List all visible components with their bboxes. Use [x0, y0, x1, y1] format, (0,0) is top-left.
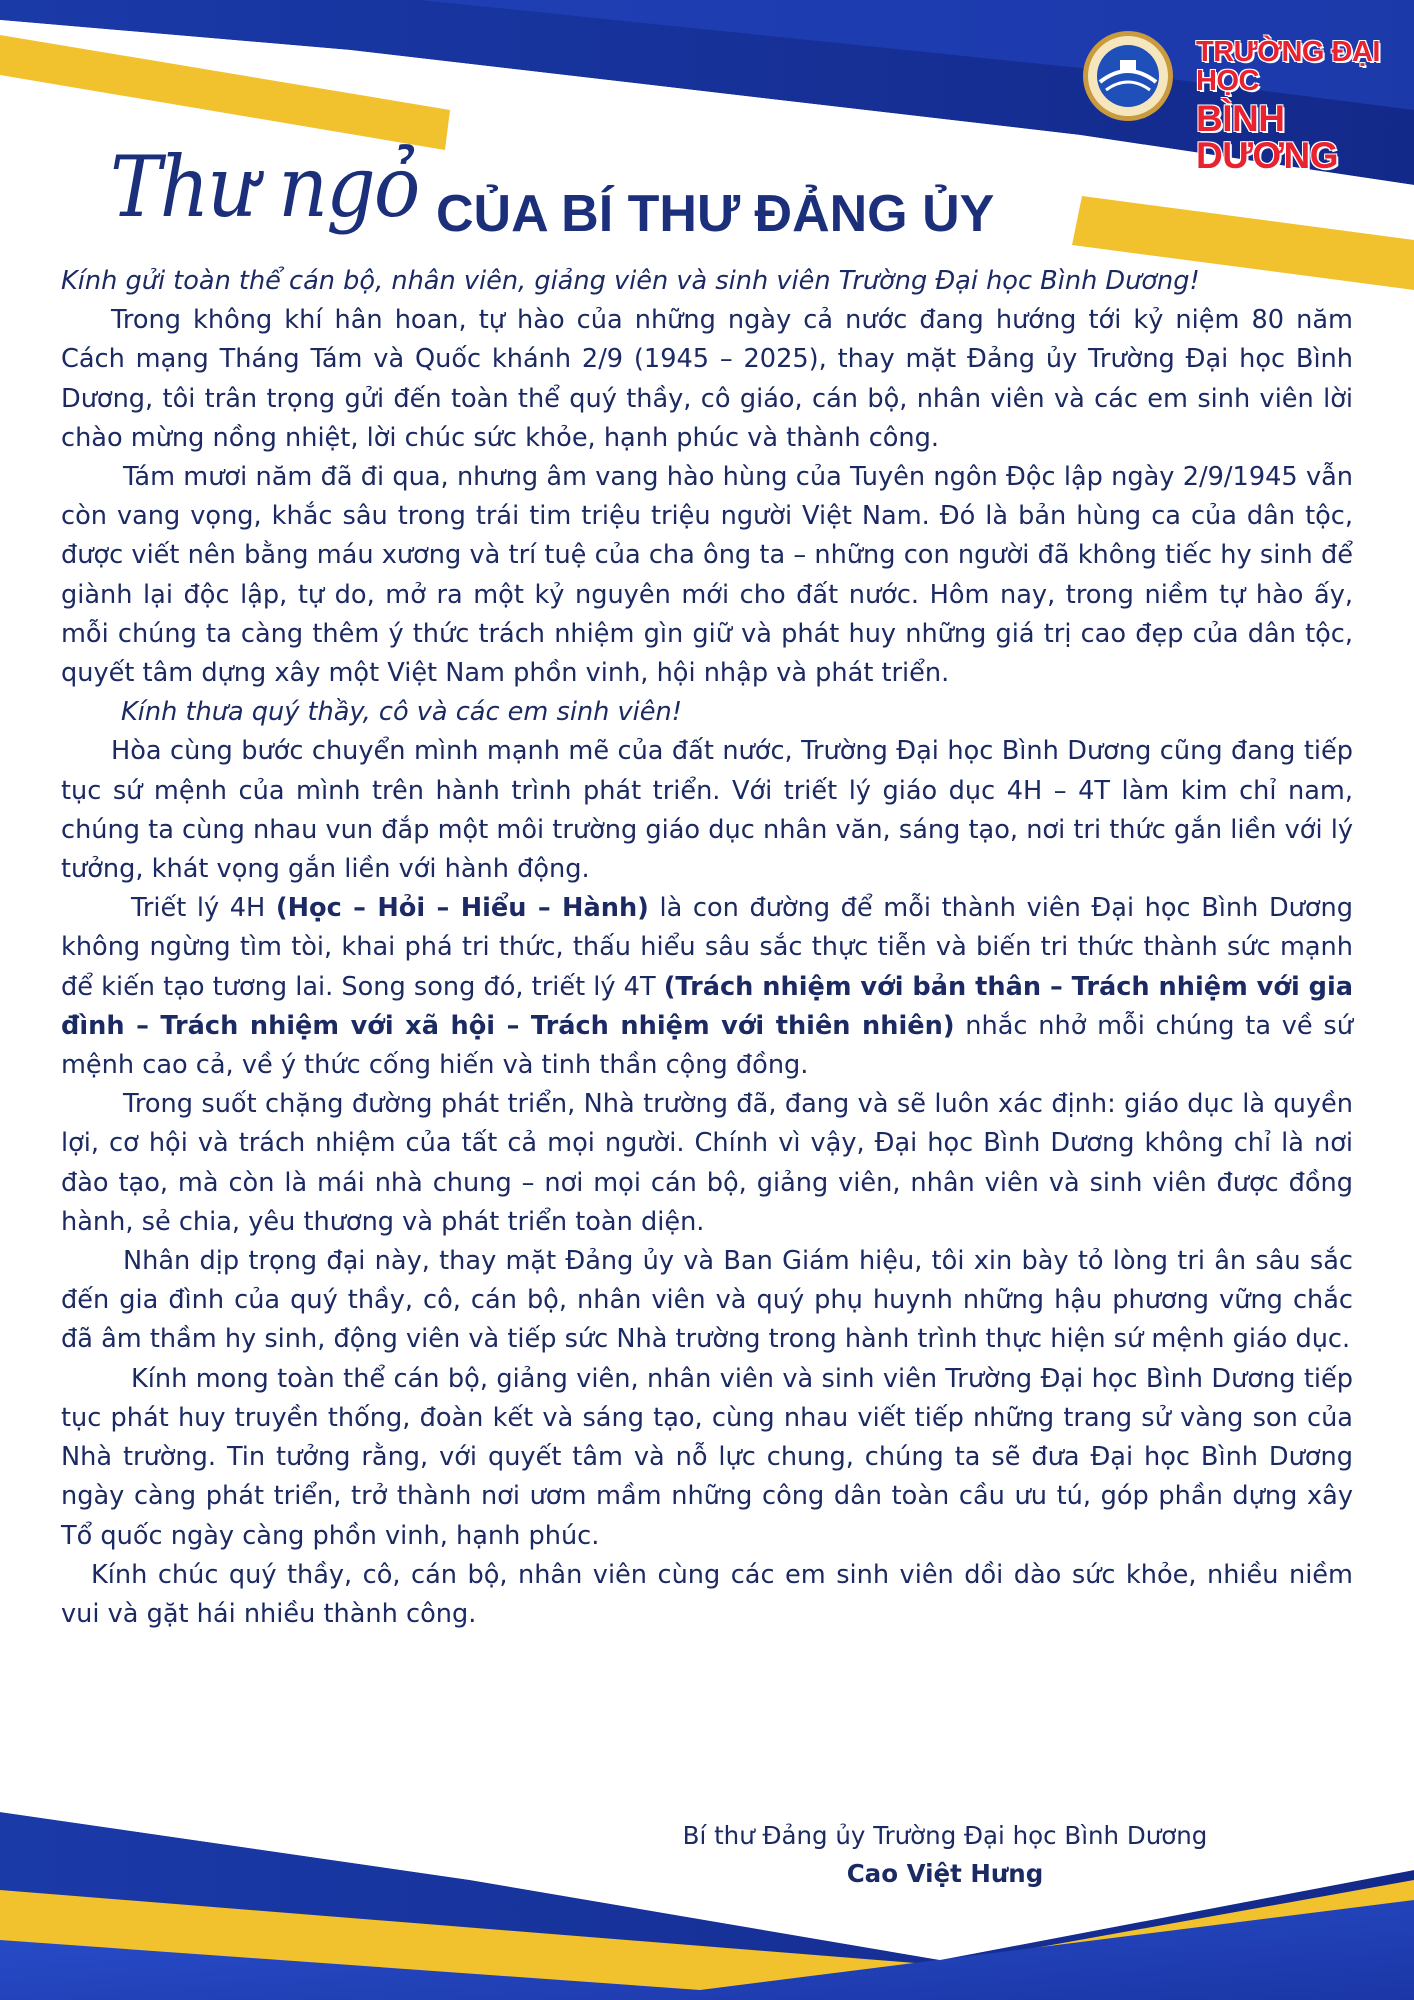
paragraph-6: Nhân dịp trọng đại này, thay mặt Đảng ủy và Ban Giám hiệu, tôi xin bày tỏ lòng tri ân sâu sắc đến gia đình của quý thầy, cô, cán bộ, nhân viên và quý phụ huynh những hậu phương vững chắc đã âm thầm hy sinh, động viên và tiếp sức Nhà trường trong hành trình thực hiện sứ mệnh giáo dục. [61, 1246, 1353, 1355]
signature-block [600, 1818, 1290, 1894]
paragraph-8: Kính chúc quý thầy, cô, cán bộ, nhân viên cùng các em sinh viên dồi dào sức khỏe, nhiều niềm vui và gặt hái nhiều thành công. [61, 1559, 1353, 1629]
letter-salutation: Kính thưa quý thầy, cô và các em sinh viên! [121, 697, 682, 728]
university-seal-icon [1082, 30, 1174, 122]
signer-role: Bí thư Đảng ủy Trường Đại học Bình Dương [682, 1821, 1208, 1850]
title-bold: CỦA BÍ THƯ ĐẢNG ỦY [436, 185, 995, 243]
page-title [110, 138, 995, 258]
signer-name: Cao Việt Hưng [846, 1859, 1044, 1888]
paragraph-4-text-e: nhắc nhở mỗi chúng ta về sứ mệnh cao cả, về ý thức cống hiến và tinh thần cộng đồng. [61, 1010, 1353, 1081]
title-script: Thư ngỏ [110, 138, 419, 236]
university-logo [1082, 28, 1382, 176]
paragraph-3: Hòa cùng bước chuyển mình mạnh mẽ của đất nước, Trường Đại học Bình Dương cũng đang tiếp tục sứ mệnh của mình trên hành trình phát triển. Với triết lý giáo dục 4H – 4T làm kim chỉ nam, chúng ta cùng nhau vun đắp một môi trường giáo dục nhân văn, sáng tạo, nơi tri thức gắn liền với lý tưởng, khát vọng gắn liền với hành động. [61, 736, 1353, 885]
university-name-line2: BÌNH DƯƠNG [1196, 98, 1338, 176]
university-name [1196, 38, 1382, 174]
university-name-line1: TRƯỜNG ĐẠI HỌC [1196, 36, 1380, 97]
letter-body [61, 262, 1353, 1634]
paragraph-4 [61, 889, 1353, 1085]
letter-greeting: Kính gửi toàn thể cán bộ, nhân viên, giảng viên và sinh viên Trường Đại học Bình Dương! [61, 266, 1200, 296]
paragraph-4-text-a: Triết lý 4H [131, 893, 276, 924]
paragraph-7: Kính mong toàn thể cán bộ, giảng viên, nhân viên và sinh viên Trường Đại học Bình Dương tiếp tục phát huy truyền thống, đoàn kết và sáng tạo, cùng nhau viết tiếp những trang sử vàng son của Nhà trường. Tin tưởng rằng, với quyết tâm và nỗ lực chung, chúng ta sẽ đưa Đại học Bình Dương ngày càng phát triển, trở thành nơi ươm mầm những công dân toàn cầu ưu tú, góp phần dựng xây Tổ quốc ngày càng phồn vinh, hạnh phúc. [61, 1363, 1353, 1551]
philosophy-4t: (Trách nhiệm với bản thân – Trách nhiệm với gia đình – Trách nhiệm với xã hội – Trách nhiệm với thiên nhiên) [61, 971, 1353, 1041]
paragraph-4-text-c: là con đường để mỗi thành viên Đại học Bình Dương không ngừng tìm tòi, khai phá tri thức, thấu hiểu sâu sắc thực tiễn và biến tri thức thành sức mạnh để kiến tạo tương lai. Song song đó, triết lý 4T [61, 893, 1354, 1002]
philosophy-4h: (Học – Hỏi – Hiểu – Hành) [275, 893, 649, 924]
paragraph-1: Trong không khí hân hoan, tự hào của những ngày cả nước đang hướng tới kỷ niệm 80 năm Cách mạng Tháng Tám và Quốc khánh 2/9 (1945 – 2025), thay mặt Đảng ủy Trường Đại học Bình Dương, tôi trân trọng gửi đến toàn thể quý thầy, cô giáo, cán bộ, nhân viên và các em sinh viên lời chào mừng nồng nhiệt, lời chúc sức khỏe, hạnh phúc và thành công. [61, 305, 1353, 453]
paragraph-2: Tám mươi năm đã đi qua, nhưng âm vang hào hùng của Tuyên ngôn Độc lập ngày 2/9/1945 vẫn còn vang vọng, khắc sâu trong trái tim triệu triệu người Việt Nam. Đó là bản hùng ca của dân tộc, được viết nên bằng máu xương và trí tuệ của cha ông ta – những con người đã không tiếc hy sinh để giành lại độc lập, tự do, mở ra một kỷ nguyên mới cho đất nước. Hôm nay, trong niềm tự hào ấy, mỗi chúng ta càng thêm ý thức trách nhiệm gìn giữ và phát huy những giá trị cao đẹp của dân tộc, quyết tâm dựng xây một Việt Nam phồn vinh, hội nhập và phát triển. [61, 462, 1353, 689]
paragraph-5: Trong suốt chặng đường phát triển, Nhà trường đã, đang và sẽ luôn xác định: giáo dục là quyền lợi, cơ hội và trách nhiệm của tất cả mọi người. Chính vì vậy, Đại học Bình Dương không chỉ là nơi đào tạo, mà còn là mái nhà chung – nơi mọi cán bộ, giảng viên, nhân viên và sinh viên được đồng hành, sẻ chia, yêu thương và phát triển toàn diện. [61, 1089, 1353, 1237]
